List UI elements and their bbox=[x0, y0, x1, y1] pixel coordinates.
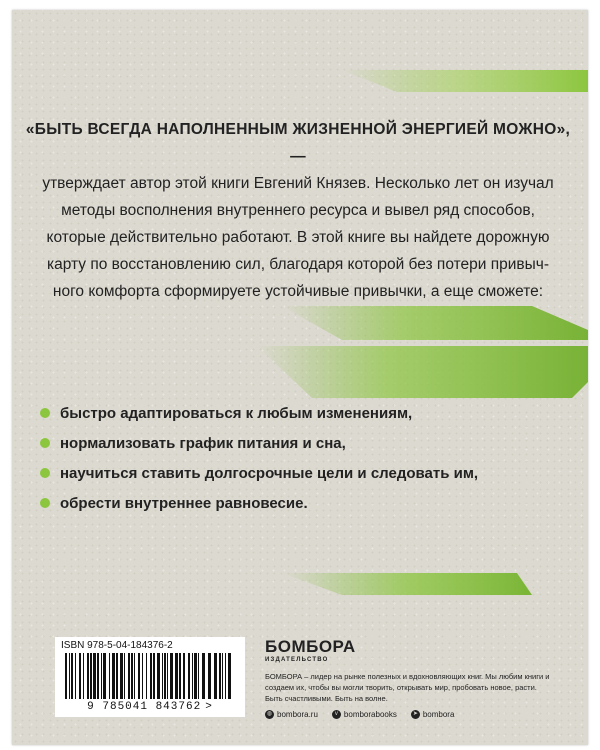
list-item bbox=[40, 428, 478, 458]
social-link-telegram[interactable] bbox=[411, 710, 455, 719]
barcode-bar bbox=[183, 653, 185, 699]
barcode-bar bbox=[101, 653, 102, 699]
list-item bbox=[40, 458, 478, 488]
barcode-bar bbox=[87, 653, 89, 699]
barcode-bar bbox=[162, 653, 163, 699]
bullet-dot-icon bbox=[40, 438, 50, 448]
bullet-dot-icon bbox=[40, 468, 50, 478]
barcode-bar bbox=[71, 653, 73, 699]
barcode-bar bbox=[222, 653, 223, 699]
publisher-block bbox=[265, 638, 585, 719]
barcode-bar bbox=[192, 653, 193, 699]
social-links bbox=[265, 710, 585, 719]
social-link-vk[interactable] bbox=[332, 710, 397, 719]
social-link-website[interactable] bbox=[265, 710, 318, 719]
barcode-bar bbox=[179, 653, 181, 699]
social-label: bomborabooks bbox=[343, 710, 397, 719]
barcode-bar bbox=[194, 653, 197, 699]
bullet-dot-icon bbox=[40, 408, 50, 418]
benefits-list bbox=[40, 398, 478, 518]
vk-icon: v bbox=[332, 710, 341, 719]
barcode-bar bbox=[214, 653, 217, 699]
barcode-bar bbox=[109, 653, 110, 699]
barcode-bar bbox=[198, 653, 199, 699]
barcode-bar bbox=[116, 653, 118, 699]
telegram-icon: ➤ bbox=[412, 711, 418, 717]
barcode-bar bbox=[138, 653, 140, 699]
barcode-bar bbox=[131, 653, 133, 699]
barcode-arrow: > bbox=[205, 701, 213, 713]
barcode-bar bbox=[219, 653, 221, 699]
barcode-bar bbox=[170, 653, 173, 699]
barcode-bar bbox=[157, 653, 160, 699]
barcode-bar bbox=[142, 653, 143, 699]
barcode-bar bbox=[112, 653, 115, 699]
barcode-bar bbox=[228, 653, 231, 699]
list-item-text: обрести внутреннее равновесие. bbox=[60, 494, 308, 512]
intro-line: ного комфорта сформируете устойчивые привычки, а еще сможете: bbox=[52, 283, 544, 300]
barcode-bar bbox=[164, 653, 166, 699]
barcode-bar bbox=[225, 653, 226, 699]
list-item bbox=[40, 488, 478, 518]
barcode-block bbox=[55, 637, 245, 717]
barcode-bar bbox=[97, 653, 99, 699]
barcode-bars bbox=[61, 653, 239, 701]
barcode-digits: 9 785041 843762 bbox=[87, 701, 202, 713]
barcode-bar bbox=[128, 653, 130, 699]
isbn-number: ISBN 978-5-04-184376-2 bbox=[61, 640, 173, 651]
list-item-text: быстро адаптироваться к любым изменениям, bbox=[60, 404, 413, 422]
barcode-bar bbox=[146, 653, 147, 699]
barcode-digits-row bbox=[55, 701, 245, 713]
barcode-bar bbox=[134, 653, 135, 699]
list-item-text: научиться ставить долгосрочные цели и следовать им, bbox=[60, 464, 479, 482]
barcode-bar bbox=[75, 653, 76, 699]
barcode-bar bbox=[124, 653, 125, 699]
barcode-bar bbox=[103, 653, 106, 699]
intro-lead-quote: «БЫТЬ ВСЕГДА НАПОЛНЕННЫМ ЖИЗНЕННОЙ ЭНЕРГИЕЙ МОЖНО», — bbox=[25, 121, 571, 165]
intro-line: которые действительно работают. В этой книге вы найдете дорожную bbox=[46, 229, 550, 246]
barcode-bar bbox=[120, 653, 123, 699]
barcode-bar bbox=[167, 653, 168, 699]
barcode-bar bbox=[79, 653, 81, 699]
barcode-bar bbox=[150, 653, 152, 699]
intro-line: карту по восстановлению сил, благодаря которой без потери привыч- bbox=[46, 256, 550, 273]
barcode-bar bbox=[83, 653, 84, 699]
barcode-bar bbox=[93, 653, 96, 699]
list-item-text: нормализовать график питания и сна, bbox=[60, 434, 346, 452]
publisher-logo: БОМБОРА bbox=[265, 637, 356, 656]
social-label: bombora.ru bbox=[277, 710, 318, 719]
list-item bbox=[40, 398, 478, 428]
barcode-bar bbox=[90, 653, 92, 699]
social-label: bombora bbox=[422, 710, 455, 719]
barcode-bar bbox=[65, 653, 67, 699]
publisher-subtitle: ИЗДАТЕЛЬСТВО bbox=[265, 657, 329, 663]
book-back-cover bbox=[12, 10, 588, 745]
intro-line: методы восполнения внутреннего ресурса и вывел ряд способов, bbox=[61, 202, 535, 219]
barcode-bar bbox=[202, 653, 205, 699]
intro-line: утверждает автор этой книги Евгений Князев. Несколько лет он изучал bbox=[42, 175, 554, 192]
intro-paragraph bbox=[24, 116, 572, 305]
barcode-bar bbox=[175, 653, 178, 699]
globe-icon: ◍ bbox=[266, 711, 273, 717]
barcode-bar bbox=[69, 653, 70, 699]
barcode-bar bbox=[188, 653, 190, 699]
publisher-description: БОМБОРА – лидер на рынке полезных и вдохновляющих книг. Мы любим книги и создаем их, чтобы вы могли творить, открывать мир, пробовать новое, расти. Быть счастливыми. Быть на волне. bbox=[265, 672, 550, 703]
barcode-bar bbox=[153, 653, 155, 699]
bullet-dot-icon bbox=[40, 498, 50, 508]
barcode-bar bbox=[208, 653, 211, 699]
